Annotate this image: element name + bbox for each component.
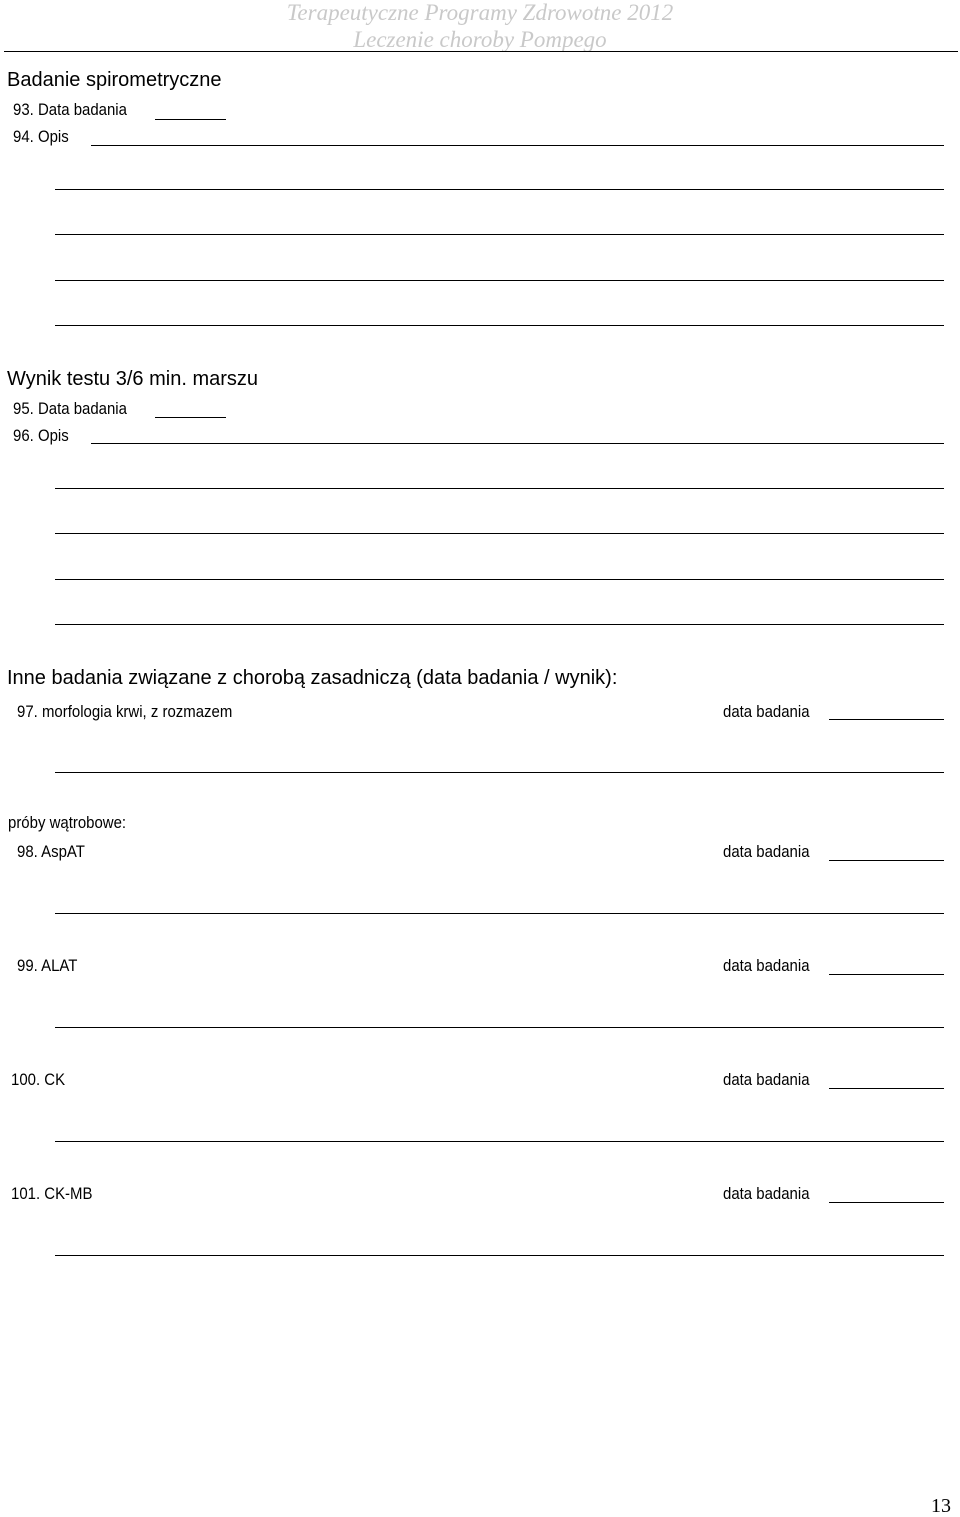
label-q101-ckmb: 101. CK-MB bbox=[11, 1184, 93, 1203]
label-q98-aspat: 98. AspAT bbox=[17, 842, 85, 861]
section-title-walk-test: Wynik testu 3/6 min. marszu bbox=[7, 368, 259, 390]
field-q100-result-line[interactable] bbox=[55, 1141, 944, 1142]
field-q96-description-line[interactable] bbox=[91, 443, 944, 444]
field-q98-date[interactable] bbox=[829, 860, 944, 861]
label-q96-description: 96. Opis bbox=[13, 426, 69, 445]
label-q95-date: 95. Data badania bbox=[13, 399, 127, 418]
label-q94-description: 94. Opis bbox=[13, 127, 69, 146]
field-q101-result-line[interactable] bbox=[55, 1255, 944, 1256]
label-q99-alat: 99. ALAT bbox=[17, 956, 78, 975]
field-q94-description-line[interactable] bbox=[55, 280, 944, 281]
field-q94-description-line[interactable] bbox=[55, 189, 944, 190]
field-q99-result-line[interactable] bbox=[55, 1027, 944, 1028]
field-q101-date[interactable] bbox=[829, 1202, 944, 1203]
field-q100-date[interactable] bbox=[829, 1088, 944, 1089]
field-q96-description-line[interactable] bbox=[55, 624, 944, 625]
field-q94-description-line[interactable] bbox=[91, 145, 944, 146]
field-q95-date[interactable] bbox=[155, 417, 226, 418]
label-q100-date: data badania bbox=[723, 1070, 810, 1089]
label-q101-date: data badania bbox=[723, 1184, 810, 1203]
label-q97-blood-count: 97. morfologia krwi, z rozmazem bbox=[17, 702, 233, 721]
label-liver-tests: próby wątrobowe: bbox=[8, 813, 127, 832]
field-q97-result-line[interactable] bbox=[55, 772, 944, 773]
label-q97-date: data badania bbox=[723, 702, 810, 721]
field-q93-date[interactable] bbox=[155, 119, 226, 120]
label-q100-ck: 100. CK bbox=[11, 1070, 66, 1089]
field-q99-date[interactable] bbox=[829, 974, 944, 975]
header-divider bbox=[4, 51, 958, 52]
label-q99-date: data badania bbox=[723, 956, 810, 975]
section-title-other-tests: Inne badania związane z chorobą zasadniczą (data badania / wynik): bbox=[7, 667, 618, 689]
label-q93-date: 93. Data badania bbox=[13, 100, 127, 119]
page-number: 13 bbox=[931, 1495, 951, 1517]
label-q98-date: data badania bbox=[723, 842, 810, 861]
header-program-title: Terapeutyczne Programy Zdrowotne 2012 bbox=[286, 0, 674, 25]
field-q96-description-line[interactable] bbox=[55, 488, 944, 489]
field-q96-description-line[interactable] bbox=[55, 533, 944, 534]
field-q98-result-line[interactable] bbox=[55, 913, 944, 914]
header-subtitle: Leczenie choroby Pompego bbox=[353, 27, 607, 52]
field-q94-description-line[interactable] bbox=[55, 234, 944, 235]
section-title-spirometry: Badanie spirometryczne bbox=[7, 69, 222, 91]
field-q97-date[interactable] bbox=[829, 719, 944, 720]
field-q96-description-line[interactable] bbox=[55, 579, 944, 580]
field-q94-description-line[interactable] bbox=[55, 325, 944, 326]
